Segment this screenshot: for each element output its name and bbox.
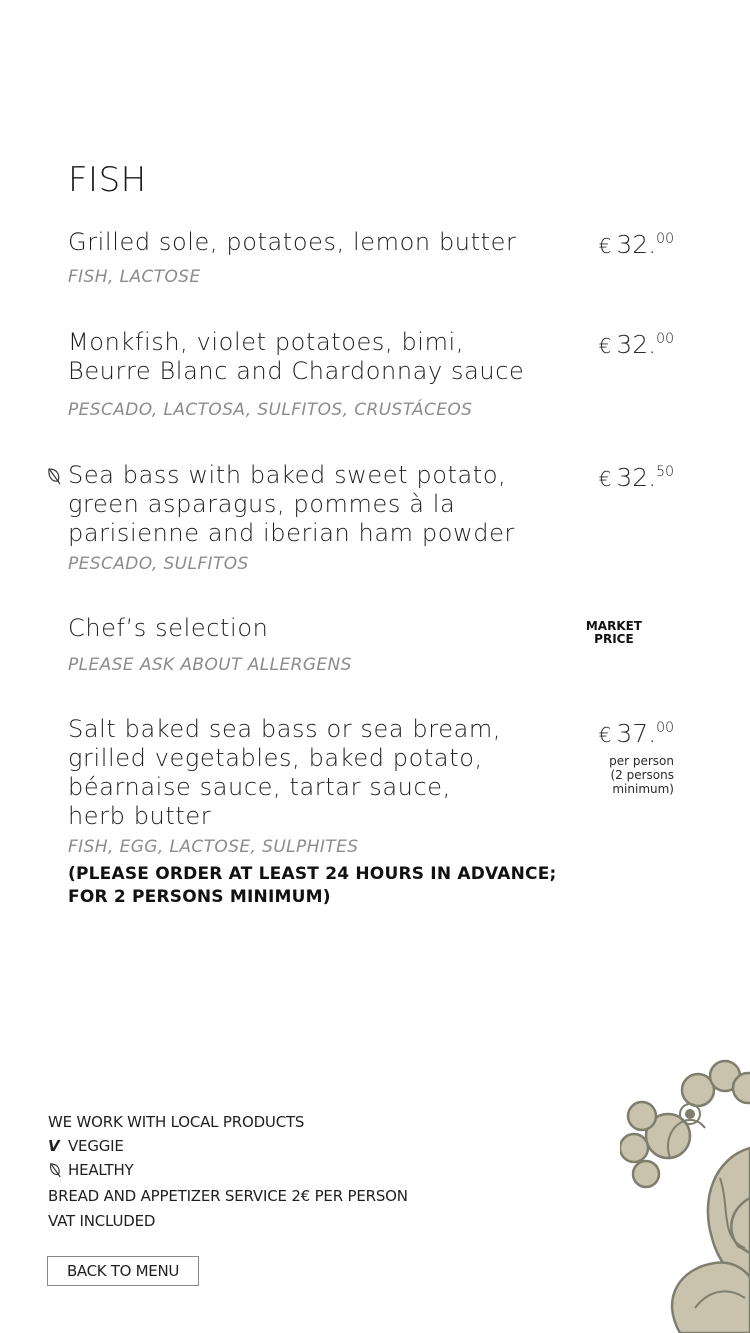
dish-name: Chef’s selection	[68, 614, 269, 642]
allergens: FISH, LACTOSE	[68, 267, 201, 287]
currency: €	[598, 723, 612, 747]
menu-item	[68, 461, 678, 574]
price-main: 32.	[616, 463, 657, 492]
allergens: FISH, EGG, LACTOSE, SULPHITES	[68, 837, 359, 857]
dish-name: Sea bass with baked sweet potato, green asparagus, pommes à la parisienne and iberian ham powder	[68, 461, 515, 547]
dish-name: Grilled sole, potatoes, lemon butter	[68, 228, 517, 256]
currency: €	[598, 467, 612, 491]
veggie-label: VEGGIE	[68, 1137, 124, 1155]
bread-service-note: BREAD AND APPETIZER SERVICE 2€ PER PERSON	[48, 1187, 408, 1205]
price-cents: 00	[656, 720, 674, 736]
vat-note: VAT INCLUDED	[48, 1212, 156, 1230]
menu-item	[68, 228, 678, 287]
allergens: PESCADO, LACTOSA, SULFITOS, CRUSTÁCEOS	[68, 400, 473, 420]
currency: €	[598, 334, 612, 358]
order-note: (PLEASE ORDER AT LEAST 24 HOURS IN ADVANCE; FOR 2 PERSONS MINIMUM)	[68, 864, 557, 907]
menu-item	[68, 614, 678, 675]
price	[599, 719, 674, 796]
price-main: 32.	[616, 230, 657, 259]
dish-name: Salt baked sea bass or sea bream, grilled vegetables, baked potato, béarnaise sauce, tartar sauce, herb butter	[68, 715, 502, 830]
local-products-note: WE WORK WITH LOCAL PRODUCTS	[48, 1113, 305, 1131]
veggie-symbol: V	[48, 1137, 60, 1155]
price-main: 32.	[616, 330, 657, 359]
healthy-label: HEALTHY	[68, 1161, 134, 1179]
leaf-icon	[46, 467, 62, 485]
allergens: PESCADO, SULFITOS	[68, 554, 249, 574]
legend-veggie	[48, 1134, 408, 1158]
price	[599, 230, 674, 259]
price-cents: 50	[656, 464, 674, 480]
market-price: MARKET PRICE	[585, 619, 642, 646]
back-to-menu-button[interactable]: BACK TO MENU	[47, 1256, 199, 1286]
leaf-icon	[48, 1158, 68, 1182]
price-cents: 00	[656, 331, 674, 347]
currency: €	[598, 234, 612, 258]
dish-name: Monkfish, violet potatoes, bimi, Beurre Blanc and Chardonnay sauce	[68, 328, 525, 385]
price-cents: 00	[656, 231, 674, 247]
paisley-ornament-icon	[620, 1048, 750, 1333]
footer	[48, 1110, 408, 1233]
menu-item	[68, 328, 678, 420]
price	[599, 330, 674, 359]
price-per-person: per person (2 persons minimum)	[609, 754, 674, 796]
price	[599, 463, 674, 492]
section-title: FISH	[68, 160, 147, 200]
allergens: PLEASE ASK ABOUT ALLERGENS	[68, 655, 352, 675]
price-main: 37.	[616, 719, 657, 748]
legend-healthy	[48, 1158, 408, 1182]
menu-item	[68, 715, 678, 909]
